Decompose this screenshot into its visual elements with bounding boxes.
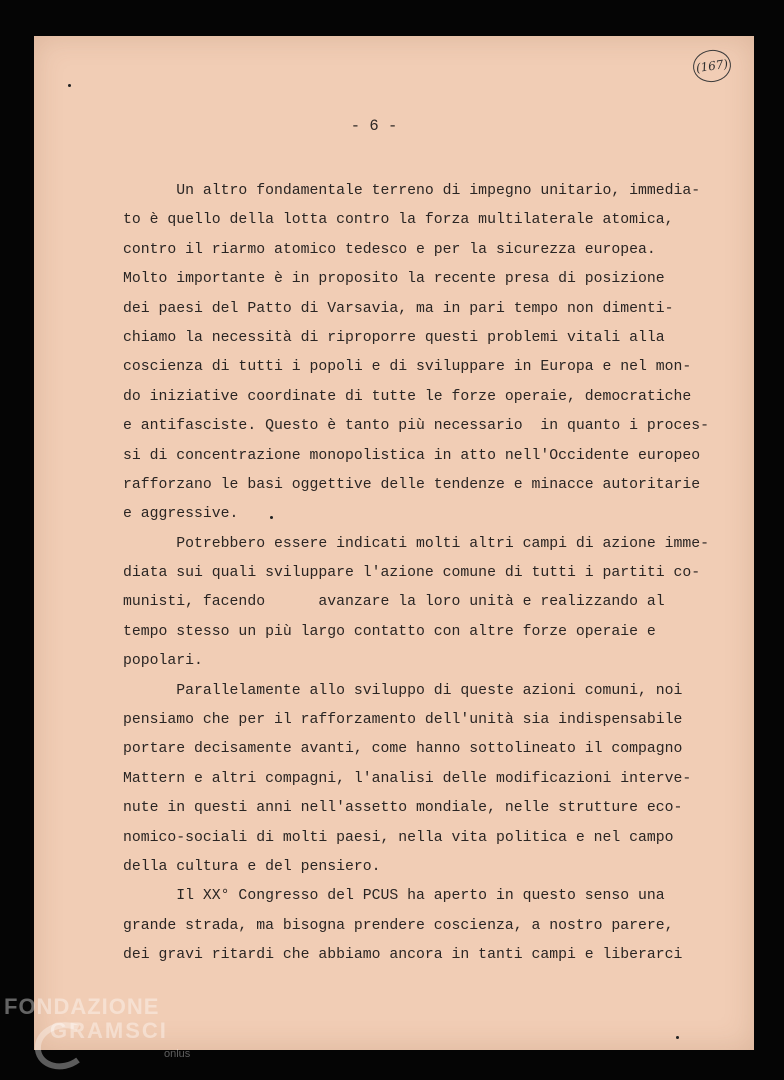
fondazione-gramsci-watermark xyxy=(4,990,204,1070)
text-line: munisti, facendo avanzare la loro unità e realizzando al xyxy=(123,594,665,611)
text-line: nute in questi anni nell'assetto mondiale, nelle strutture eco- xyxy=(123,800,683,817)
page-number: - 6 - xyxy=(350,117,398,135)
ink-speck xyxy=(270,516,273,519)
text-line: diata sui quali sviluppare l'azione comune di tutti i partiti co- xyxy=(123,565,701,582)
text-line: rafforzano le basi oggettive delle tendenze e minacce autoritarie xyxy=(123,476,701,493)
text-line: popolari. xyxy=(123,653,203,670)
text-line: dei gravi ritardi che abbiamo ancora in tanti campi e liberarci xyxy=(123,947,683,964)
text-line: coscienza di tutti i popoli e di sviluppare in Europa e nel mon- xyxy=(123,359,692,376)
text-line: si di concentrazione monopolistica in atto nell'Occidente europeo xyxy=(123,447,701,464)
text-line: Parallelamente allo sviluppo di queste azioni comuni, noi xyxy=(123,682,683,699)
text-line: to è quello della lotta contro la forza multilaterale atomica, xyxy=(123,212,674,229)
text-line: e aggressive. xyxy=(123,506,239,523)
text-line: della cultura e del pensiero. xyxy=(123,858,381,875)
text-line: pensiamo che per il rafforzamento dell'unità sia indispensabile xyxy=(123,712,683,729)
text-line: Un altro fondamentale terreno di impegno unitario, immedia- xyxy=(123,183,701,199)
text-line: Molto importante è in proposito la recente presa di posizione xyxy=(123,271,665,288)
document-body xyxy=(123,177,763,971)
text-line: portare decisamente avanti, come hanno sottolineato il compagno xyxy=(123,741,683,758)
ink-speck xyxy=(68,84,71,87)
text-line: do iniziative coordinate di tutte le forze operaie, democratiche xyxy=(123,388,692,405)
text-line: nomico-sociali di molti paesi, nella vita politica e nel campo xyxy=(123,829,674,846)
document-page xyxy=(34,36,754,1050)
ink-speck xyxy=(676,1036,679,1039)
watermark-line-1: FONDAZIONE xyxy=(4,994,160,1019)
text-line: tempo stesso un più largo contatto con altre forze operaie e xyxy=(123,623,656,640)
watermark-line-2: GRAMSCI xyxy=(50,1018,168,1043)
text-line: Mattern e altri compagni, l'analisi delle modificazioni interve- xyxy=(123,770,692,787)
text-line: Potrebbero essere indicati molti altri campi di azione imme- xyxy=(123,535,710,552)
text-line: dei paesi del Patto di Varsavia, ma in pari tempo non dimenti- xyxy=(123,300,674,317)
text-line: chiamo la necessità di riproporre questi problemi vitali alla xyxy=(123,329,665,346)
watermark-line-3: onlus xyxy=(164,1048,191,1060)
text-line: Il XX° Congresso del PCUS ha aperto in questo senso una xyxy=(123,888,665,905)
folio-annotation: (167) xyxy=(691,48,733,85)
text-line: e antifasciste. Questo è tanto più necessario in quanto i proces- xyxy=(123,418,710,435)
text-line: contro il riarmo atomico tedesco e per la sicurezza europea. xyxy=(123,241,656,258)
text-line: grande strada, ma bisogna prendere coscienza, a nostro parere, xyxy=(123,917,674,934)
